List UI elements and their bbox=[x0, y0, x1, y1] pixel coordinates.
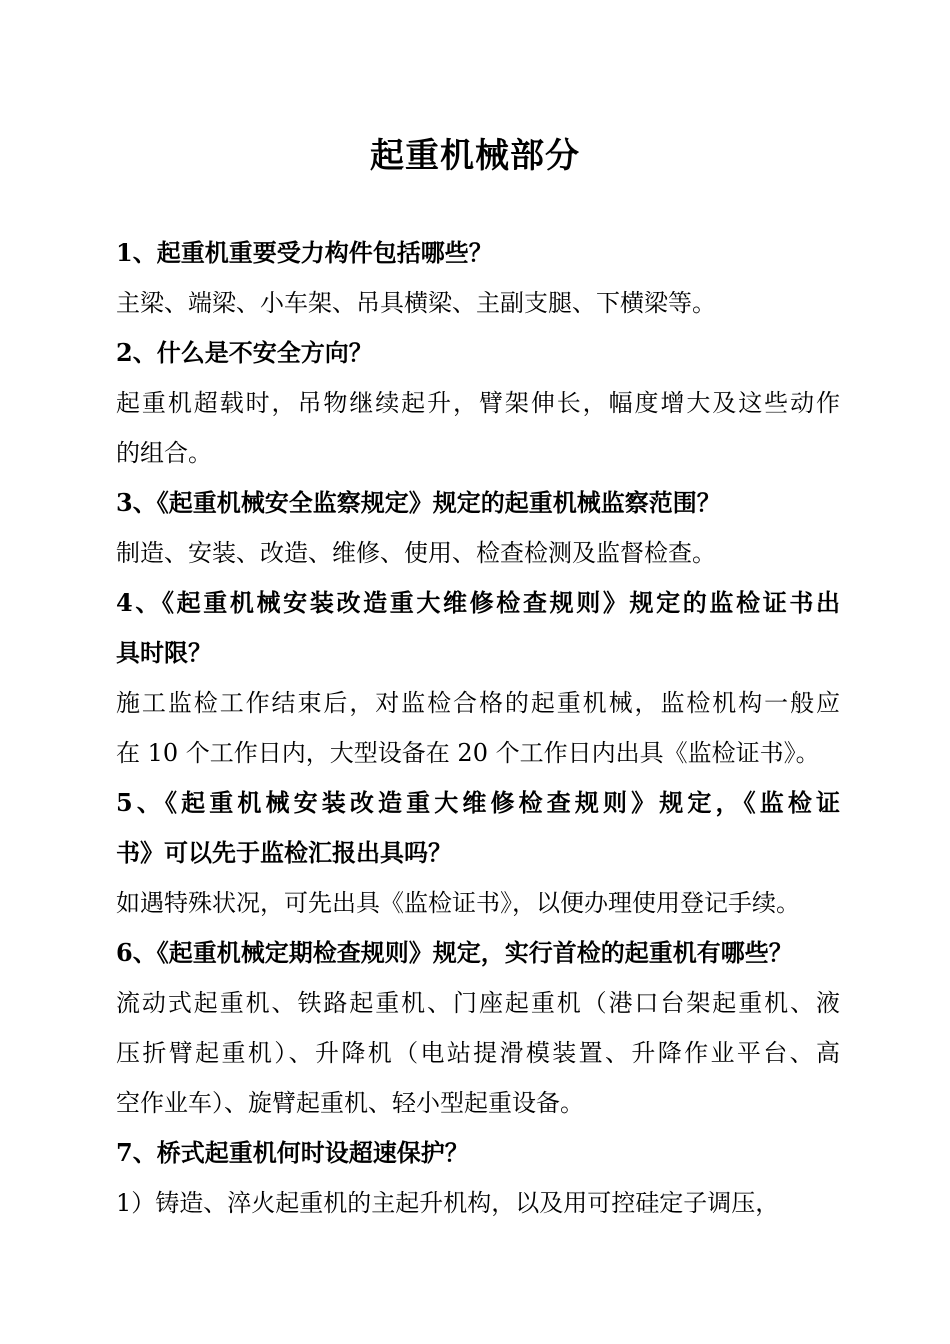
answer-line: 施工监检工作结束后，对监检合格的起重机械，监检机构一般应 bbox=[116, 689, 840, 717]
answer-line: 如遇特殊状况，可先出具《监检证书》，以便办理使用登记手续。 bbox=[116, 889, 800, 917]
question-line: 3、《起重机械安全监察规定》规定的起重机械监察范围？ bbox=[116, 488, 721, 517]
answer-line: 主梁、端梁、小车架、吊具横梁、主副支腿、下横梁等。 bbox=[116, 289, 716, 317]
question-line: 1、起重机重要受力构件包括哪些？ bbox=[116, 238, 493, 267]
answer-line: 起重机超载时，吊物继续起升，臂架伸长，幅度增大及这些动作 bbox=[116, 389, 840, 417]
answer-line: 空作业车）、旋臂起重机、轻小型起重设备。 bbox=[116, 1089, 584, 1117]
qa-content bbox=[116, 228, 840, 1228]
answer-line: 在 10 个工作日内，大型设备在 20 个工作日内出具《监检证书》。 bbox=[116, 739, 820, 767]
answer-line: 制造、安装、改造、维修、使用、检查检测及监督检查。 bbox=[116, 539, 716, 567]
question-line: 5、《起重机械安装改造重大维修检查规则》规定，《监检证 bbox=[116, 788, 840, 817]
answer-line: 压折臂起重机）、升降机（电站提滑模装置、升降作业平台、高 bbox=[116, 1039, 840, 1067]
answer-line: 1）铸造、淬火起重机的主起升机构，以及用可控硅定子调压， bbox=[116, 1189, 780, 1217]
answer-line: 的组合。 bbox=[116, 439, 212, 467]
page-title: 起重机械部分 bbox=[370, 136, 580, 176]
question-line: 具时限？ bbox=[116, 638, 212, 667]
question-line: 书》可以先于监检汇报出具吗？ bbox=[116, 838, 452, 867]
question-line: 4、《起重机械安装改造重大维修检查规则》规定的监检证书出 bbox=[116, 588, 840, 617]
question-line: 7、桥式起重机何时设超速保护？ bbox=[116, 1138, 469, 1167]
question-line: 6、《起重机械定期检查规则》规定，实行首检的起重机有哪些？ bbox=[116, 938, 793, 967]
answer-line: 流动式起重机、铁路起重机、门座起重机（港口台架起重机、液 bbox=[116, 989, 840, 1017]
question-line: 2、什么是不安全方向？ bbox=[116, 338, 373, 367]
